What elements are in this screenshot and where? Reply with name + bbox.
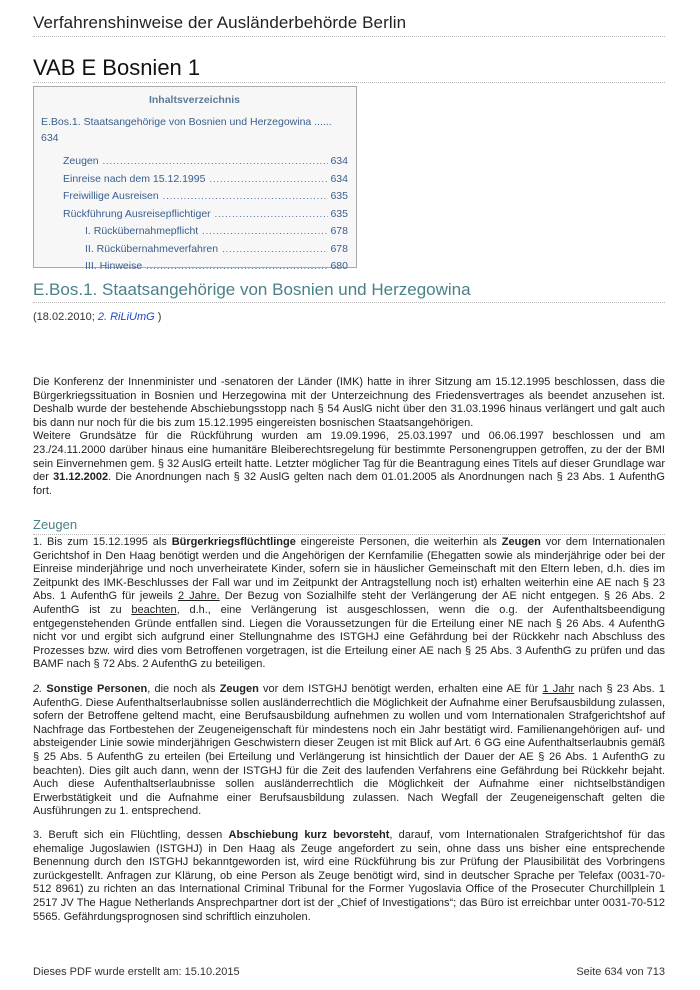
toc-leader <box>103 156 329 166</box>
toc-entry-freiwillige-ausreisen[interactable] <box>41 190 348 208</box>
toc-entry-label: Einreise nach dem 15.12.1995 <box>63 172 206 185</box>
toc-entry-rueckuebernahmepflicht[interactable] <box>41 225 348 243</box>
toc-entry-label: Zeugen <box>63 155 99 167</box>
toc-entry-page: 634 <box>330 172 348 185</box>
text: eingereiste Personen, die weiterhin als <box>295 536 502 548</box>
toc-entry-einreise[interactable] <box>41 173 348 191</box>
dateline-prefix: (18.02.2010; <box>33 311 98 323</box>
subsection-title-zeugen: Zeugen <box>33 517 78 532</box>
toc-entry-label: II. Rückübernahmeverfahren <box>85 242 219 255</box>
text: , die noch als <box>147 683 220 695</box>
intro-text-2b: . Die Anordnungen nach § 32 AuslG gelten nach dem 01.01.2005 als Anordnungen nach § 23 Abs. 1 AufenthG fort. <box>33 471 665 497</box>
section-title: E.Bos.1. Staatsangehörige von Bosnien und Herzegowina <box>33 280 471 299</box>
zeugen-paragraph-1 <box>33 536 665 672</box>
toc-entry-label: III. Hinweise <box>85 260 143 272</box>
toc-leader <box>222 244 328 254</box>
text: , d.h., eine Verlängerung ist ausgeschlossen, wenn die o.g. der Aufenthaltsbeendigung entgegenstehenden Gründe entfallen sind. Liegen die Voraussetzungen für die Erteilung einer NE nach § 26 Abs. 4 AufenthG nicht vor und ergibt sich aufgrund einer Stellungnahme des ISTGHJ eine Gefährdung bei der Rückkehr nach Abschluss des Prozesses bzw. wird dies vom Betroffenen vorgetragen, ist die Erteilung einer AE nach § 25 Abs. 3 AufenthG zu prüfen und das BAMF nach § 72 Abs. 2 AufenthG zu beteiligen. <box>33 603 666 671</box>
bold-text: Sonstige Personen <box>42 683 148 695</box>
site-title: Verfahrenshinweise der Ausländerbehörde Berlin <box>33 13 407 32</box>
text: 1. Bis zum 15.12.1995 als <box>33 536 172 548</box>
toc-entry-page: 678 <box>330 242 348 255</box>
intro-deadline: 31.12.2002 <box>53 471 109 484</box>
toc-entry-page: 678 <box>330 225 348 237</box>
subsection-divider <box>33 534 665 535</box>
footer-created-date: Dieses PDF wurde erstellt am: 15.10.2015 <box>33 966 240 978</box>
toc-entry-label: Freiwillige Ausreisen <box>63 190 159 202</box>
toc-entry-hinweise[interactable] <box>41 260 348 278</box>
toc-leader <box>209 174 328 184</box>
toc-entry-page: 635 <box>330 190 348 202</box>
toc-entry-zeugen[interactable] <box>41 155 348 173</box>
toc-leader <box>215 209 329 219</box>
section-divider <box>33 302 665 303</box>
toc-entry-page: 634 <box>330 155 348 167</box>
toc-entry-page: 680 <box>330 260 348 272</box>
toc-leader <box>202 226 328 236</box>
toc-entry-label: Rückführung Ausreisepflichtiger <box>63 207 211 220</box>
text: , darauf, vom Internationalen Strafgerichtshof für das ehemalige Jugoslawien (ISTGHJ) in Den Haag als Zeuge angefordert zu sein, ohne dass uns bisher eine entsprechende Benennung durch den ISTGHJ bekanntgeworden ist, wird eine Rückführung bis zur Prüfung der Plausibilität des Vorbringens zurückgestellt. Anfragen zur Klärung, ob eine Person als Zeuge benötigt wird, sind in deutscher Sprache per Telefax (0031-70-512 8961) zu richten an das International Criminal Tribunal for the Former Yugoslavia Office of the Prosecuter Churchillplein 1 2517 JV The Hague Netherlands Ansprechpartner dort ist der „Chief of Investigations“; das Büro ist erreichbar unter 0031-70-512 5565. Gefährdungsprognosen sind schriftlich einzuholen. <box>33 829 665 923</box>
toc-entry-page: 635 <box>330 207 348 220</box>
dateline-suffix: ) <box>154 311 162 323</box>
toc-entry-main[interactable] <box>41 114 348 146</box>
item-number: 2. <box>33 683 43 695</box>
text: 3. Beruft sich ein Flüchtling, dessen <box>33 829 229 841</box>
text: nach § 23 Abs. 1 AufenthG. Diese Aufenthaltserlaubnisse sollen ausländerrechtlich die Möglichkeit der Aufnahme einer Berufsausbildung zulassen, sofern der Betroffene geltend macht, eine Berufsausbildung aufnehmen zu wollen und vom Internationalen Strafgerichtshof auf Nachfrage das Fortbestehen der Zeugeneigenschaft für mindestens noch ein Jahr bestätigt wird. Familienangehörigen auf- und absteigender Linie sowie minderjährigen Geschwistern dieser Zeugen ist mit Blick auf Art. 6 GG eine Aufenthaltserlaubnis gemäß § 25 Abs. 5 AufenthG zu erteilen (bei Erteilung und Verlängerung ist hinsichtlich der Dauer der AE § 26 Abs. 1 AufenthG zu beachten). Dies gilt auch dann, wenn der ISTGHJ für die Zeit des laufenden Verfahrens eine Gefährdung bei Rückkehr bejaht. Auch diese Aufenthaltserlaubnisse sollen ausländerrechtlich die Möglichkeit der Aufnahme einer nichtselbständigen Erwerbstätigkeit und die Aufnahme einer Berufsausbildung zulassen. Nach Wegfall der Zeugeneigenschaft gelten die Ausführungen zu 1. entsprechend. <box>33 683 665 818</box>
header-divider <box>33 36 665 37</box>
toc-heading: Inhaltsverzeichnis <box>148 94 241 106</box>
intro-text-2a: Weitere Grundsätze für die Rückführung wurden am 19.09.1996, 25.03.1997 und 06.06.1997 beschlossen und am 23./24.11.2000 darüber hinaus eine humanitäre Bleiberechtsregelung für bestimmte Personengruppen getroffen, zu der der BMI sein Einvernehmen gem. § 32 AuslG erteilt hatte. Letzter möglicher Tag für die Beantragung eines Titels auf dieser Grundlage war der <box>33 430 665 484</box>
text: vor dem Internationalen Gerichtshof in Den Haag benötigt werden und die Angehörigen der Kernfamilie (Ehegatten sowie als minderjährige oder bei der Einreise minderjährige und noch unverheiratete Kinder, sofern sie in häuslicher Gemeinschaft mit den Eltern leben, d.h. dies im Zeitpunkt des IMK-Beschlusses der Fall war und im Zeitpunkt der Antragstellung noch ist) erhalten weiterhin eine AE nach § 23 Abs. 1 AufenthG für jeweils <box>33 536 665 603</box>
intro-paragraph <box>33 376 665 498</box>
table-of-contents <box>33 86 357 272</box>
underlined-text: 2 Jahre. <box>177 590 220 603</box>
toc-entry-page: 634 <box>41 132 59 144</box>
toc-entry-label: I. Rückübernahmepflicht <box>85 225 199 237</box>
bold-text: Zeugen <box>501 536 541 548</box>
zeugen-paragraph-2 <box>33 683 665 819</box>
toc-entry-rueckfuehrung[interactable] <box>41 208 348 226</box>
footer-page-number: Seite 634 von 713 <box>576 966 665 978</box>
dateline <box>33 311 161 323</box>
rililumg-link[interactable]: 2. RiLiUmG <box>97 311 155 323</box>
bold-text: Zeugen <box>219 683 259 695</box>
document-title: VAB E Bosnien 1 <box>33 55 201 80</box>
text: vor dem ISTGHJ benötigt werden, erhalten eine AE für <box>258 683 543 695</box>
intro-text-1: Die Konferenz der Innenminister und -senatoren der Länder (IMK) hatte in ihrer Sitzung am 15.12.1995 beschlossen, dass die Bürgerkriegssituation in Bosnien und Herzegowina mit der Unterzeichnung des Friedensvertrages als beendet anzusehen ist. Deshalb wurde der bestehende Abschiebungsstopp nach § 54 AuslG nicht über den 31.03.1996 hinaus verlängert und galt auch bis dann nur noch für die bis zum 15.12.1995 eingereisten bosnischen Staatsangehörigen. <box>33 376 665 429</box>
title-divider <box>33 82 665 83</box>
text: Der Bezug von Sozialhilfe steht der Verlängerung der AE nicht entgegen. § 26 Abs. 2 AufenthG ist zu <box>33 590 665 616</box>
underlined-text: 1 Jahr <box>542 683 575 695</box>
toc-leader <box>163 191 329 201</box>
zeugen-paragraph-3 <box>33 829 665 924</box>
underlined-text: beachten <box>131 603 177 616</box>
toc-entry-rueckuebernahmeverfahren[interactable] <box>41 243 348 261</box>
bold-text: Bürgerkriegsflüchtlinge <box>171 536 296 548</box>
toc-entry-label: E.Bos.1. Staatsangehörige von Bosnien und Herzegowina ...... <box>41 116 332 128</box>
toc-leader <box>146 261 328 271</box>
bold-text: Abschiebung kurz bevorsteht <box>228 829 390 841</box>
